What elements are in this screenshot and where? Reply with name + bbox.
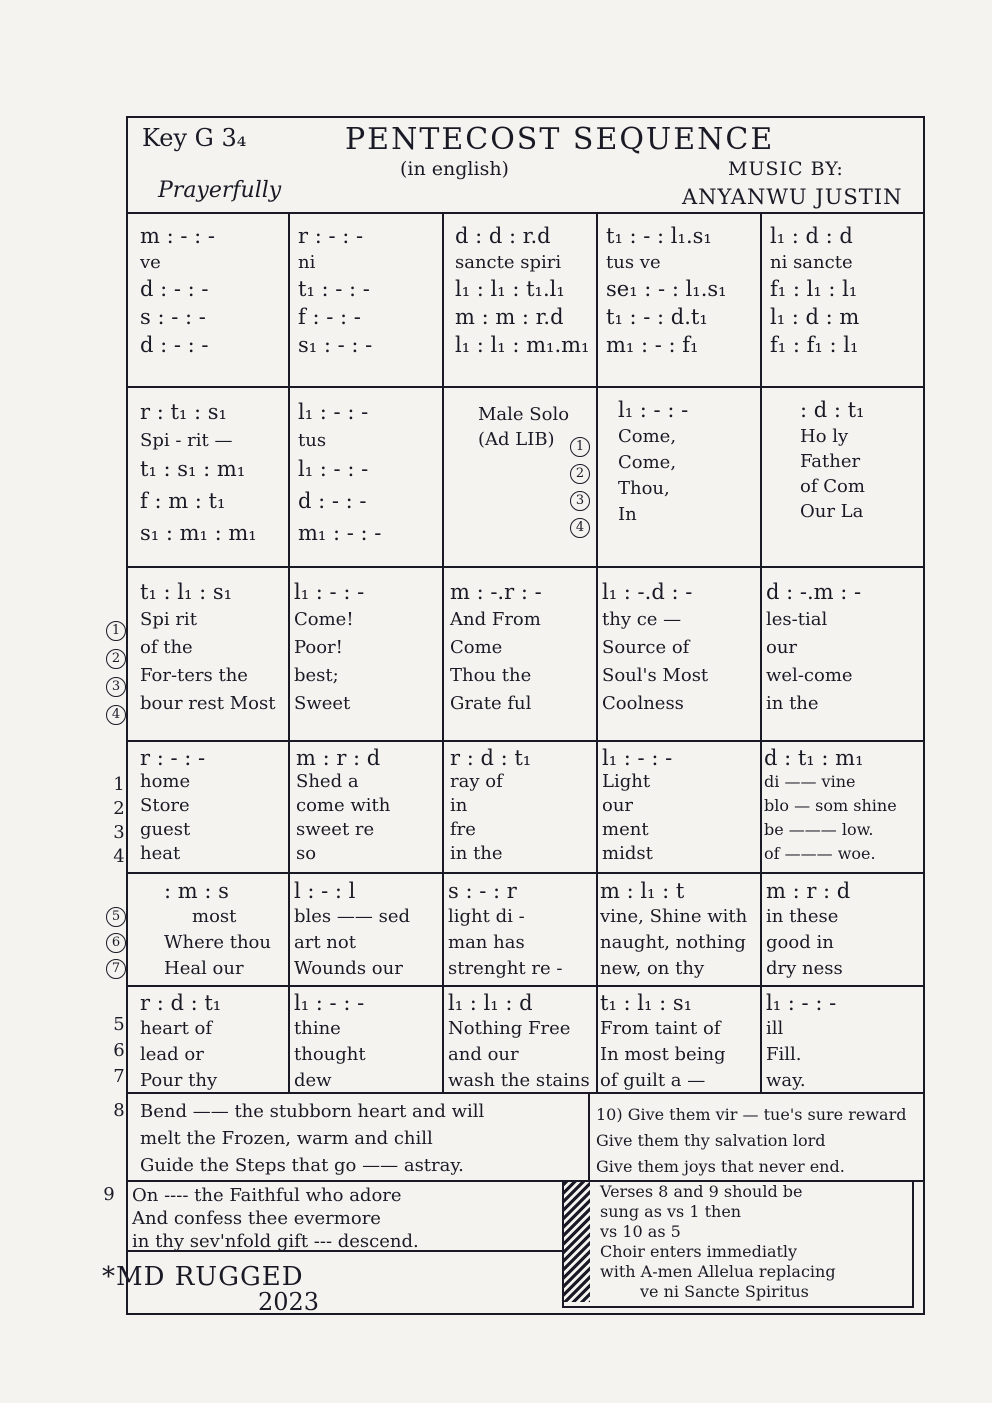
column-divider xyxy=(596,212,598,1092)
column-divider xyxy=(760,212,762,1092)
verse-number: 1 xyxy=(106,618,124,641)
measure-cell: l₁ : - : - Light our ment midst xyxy=(602,746,673,864)
measure-cell: t₁ : l₁ : s₁ Spi rit of the For-ters the bour rest Most xyxy=(140,580,276,714)
verse-number: 3 xyxy=(113,822,125,843)
measure-cell: l₁ : - : - Come, Come, Thou, In xyxy=(618,398,689,525)
verse-number: 9 xyxy=(103,1184,115,1205)
measure-cell: t₁ : - : l₁.s₁ tus ve se₁ : - : l₁.s₁ t₁ : - : d.t₁ m₁ : - : f₁ xyxy=(606,224,727,357)
measure-cell: : d : t₁ Ho ly Father of Com Our La xyxy=(800,398,865,522)
row-divider xyxy=(126,386,923,388)
row-divider xyxy=(126,740,923,742)
measure-cell: d : d : r.d sancte spiri l₁ : l₁ : t₁.l₁ m : m : r.d l₁ : l₁ : m₁.m₁ xyxy=(455,224,590,357)
measure-cell: l₁ : d : d ni sancte f₁ : l₁ : l₁ l₁ : d : m f₁ : f₁ : l₁ xyxy=(770,224,860,357)
verse-number: 5 xyxy=(113,1014,125,1035)
measure-cell: m : r : d in these good in dry ness xyxy=(766,879,851,979)
measure-cell: l₁ : - : - ill Fill. way. xyxy=(766,991,837,1091)
measure-cell: t₁ : l₁ : s₁ From taint of In most being of guilt a — xyxy=(600,991,726,1091)
verse-number: 4 xyxy=(106,702,124,725)
verse-number-list: 1 2 3 4 xyxy=(570,430,590,538)
measure-cell: : m : s most Where thou Heal our xyxy=(164,879,271,979)
measure-cell: r : d : t₁ ray of in fre in the xyxy=(450,746,532,864)
music-by-label: MUSIC BY: xyxy=(728,158,844,180)
verse-10-text: 10) Give them vir — tue's sure reward Give them thy salvation lord Give them joys that never end. xyxy=(596,1105,907,1176)
measure-cell: r : t₁ : s₁ Spi - rit — t₁ : s₁ : m₁ f : m : t₁ s₁ : m₁ : m₁ xyxy=(140,400,257,545)
measure-cell: m : r : d Shed a come with sweet re so xyxy=(296,746,391,864)
verse-number: 3 xyxy=(106,674,124,697)
measure-cell: r : - : - ni t₁ : - : - f : - : - s₁ : - : - xyxy=(298,224,373,357)
tempo-marking: Prayerfully xyxy=(158,178,282,203)
measure-cell: d : -.m : - les-tial our wel-come in the xyxy=(766,580,862,714)
verse-number: 6 xyxy=(113,1040,125,1061)
measure-cell: r : - : - home Store guest heat xyxy=(140,746,206,864)
verse-number: 4 xyxy=(113,846,125,867)
measure-cell: l₁ : - : - thine thought dew xyxy=(294,991,366,1091)
verse-number: 2 xyxy=(113,798,125,819)
verse-number: 7 xyxy=(113,1066,125,1087)
row-divider xyxy=(126,872,923,874)
performance-note: Verses 8 and 9 should be sung as vs 1 then vs 10 as 5 Choir enters immediatly with A-men Allelua replacing ve ni Sancte Spiritus xyxy=(600,1182,836,1301)
measure-cell: l₁ : l₁ : d Nothing Free and our wash the stains xyxy=(448,991,590,1091)
measure-cell: m : l₁ : t vine, Shine with naught, nothing new, on thy xyxy=(600,879,748,979)
measure-cell: l₁ : - : - tus l₁ : - : - d : - : - m₁ : - : - xyxy=(298,400,382,545)
verse-8-text: Bend —— the stubborn heart and will melt the Frozen, warm and chill Guide the Steps that go —— astray. xyxy=(140,1101,485,1176)
measure-cell: m : - : - ve d : - : - s : - : - d : - : - xyxy=(140,224,215,357)
page-subtitle: (in english) xyxy=(400,158,509,180)
verse-number: 7 xyxy=(106,956,124,979)
key-signature: Key G 3₄ xyxy=(142,124,247,152)
signature-year: 2023 xyxy=(258,1288,320,1316)
verse-number: 8 xyxy=(113,1100,125,1121)
solo-marking: Male Solo (Ad LIB) xyxy=(478,404,570,450)
measure-cell: d : t₁ : m₁ di —— vine blo — som shine be ——— low. of ——— woe. xyxy=(764,746,897,863)
page-title: PENTECOST SEQUENCE xyxy=(345,122,775,157)
row-divider xyxy=(126,212,923,214)
measure-cell: l₁ : -.d : - thy ce — Source of Soul's Most Coolness xyxy=(602,580,709,714)
row-divider xyxy=(126,566,923,568)
row-divider xyxy=(126,985,923,987)
measure-cell: s : - : r light di - man has strenght re - xyxy=(448,879,563,979)
signature: *MD RUGGED xyxy=(102,1262,304,1292)
column-divider xyxy=(442,212,444,1092)
measure-cell: r : d : t₁ heart of lead or Pour thy xyxy=(140,991,222,1091)
verse-number: 5 xyxy=(106,904,124,927)
verse-number: 2 xyxy=(106,646,124,669)
column-divider xyxy=(288,212,290,1092)
verse-9-text: On ---- the Faithful who adore And confess thee evermore in thy sev'nfold gift --- descend. xyxy=(132,1185,419,1252)
composer-name: ANYANWU JUSTIN xyxy=(682,185,903,209)
measure-cell: m : -.r : - And From Come Thou the Grate ful xyxy=(450,580,542,714)
measure-cell: l₁ : - : - Come! Poor! best; Sweet xyxy=(294,580,365,714)
measure-cell: l : - : l bles —— sed art not Wounds our xyxy=(294,879,411,979)
verse-number: 1 xyxy=(113,774,125,795)
verse-number: 6 xyxy=(106,930,124,953)
column-divider xyxy=(588,1092,590,1190)
